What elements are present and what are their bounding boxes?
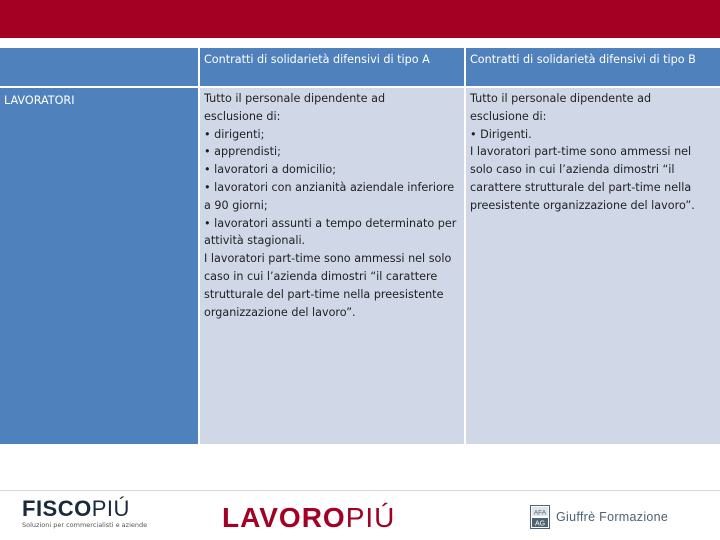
lavoropiu-logo — [222, 500, 395, 536]
cell-text-line: • lavoratori a domicilio; — [204, 163, 336, 177]
cell-text-line: • lavoratori con anzianità aziendale inferiore — [204, 180, 455, 194]
cell-text-line: • lavoratori assunti a tempo determinato per — [204, 216, 457, 230]
cell-text-line: Tutto il personale dipendente ad — [204, 92, 386, 105]
top-banner — [0, 0, 720, 38]
footer-divider — [0, 490, 720, 491]
fiscopiu-logo-light: PIÚ — [91, 496, 130, 521]
cell-tipo-a-lavoratori — [200, 88, 464, 444]
cell-text-line: • apprendisti; — [204, 145, 281, 159]
giuffre-mark-top: AFA — [533, 509, 547, 517]
fiscopiu-logo — [22, 497, 172, 535]
cell-text-line: I lavoratori part-time sono ammessi nel solo — [204, 252, 452, 266]
row-label-lavoratori: LAVORATORI — [0, 88, 198, 444]
fiscopiu-logo-bold: FISCO — [22, 496, 92, 521]
cell-text-line: I lavoratori part-time sono ammessi nel — [470, 145, 692, 159]
cell-text-line: preesistente organizzazione del lavoro”. — [470, 198, 695, 212]
cell-text-line: attività stagionali. — [204, 234, 306, 248]
cell-text-line: solo caso in cui l’azienda dimostri “il — [470, 163, 675, 177]
cell-text-line: esclusione di: — [470, 109, 547, 123]
cell-text-line: Tutto il personale dipendente ad — [470, 92, 652, 105]
cell-tipo-b-lavoratori — [466, 88, 720, 444]
cell-text-line: • Dirigenti. — [470, 127, 532, 141]
giuffre-mark-icon — [530, 505, 550, 529]
cell-text-line: a 90 giorni; — [204, 198, 268, 212]
header-tipo-b: Contratti di solidarietà difensivi di tipo B — [466, 48, 720, 86]
cell-text-line: caso in cui l’azienda dimostri “il carattere — [204, 269, 438, 283]
fiscopiu-tagline: Soluzioni per commercialisti e aziende — [22, 521, 148, 529]
comparison-table — [0, 48, 720, 444]
cell-text-line: esclusione di: — [204, 109, 281, 123]
table-corner-cell — [0, 48, 198, 86]
cell-text-line: • dirigenti; — [204, 127, 265, 141]
lavoropiu-logo-light: PIÚ — [345, 502, 396, 533]
header-tipo-a: Contratti di solidarietà difensivi di tipo A — [200, 48, 464, 86]
giuffre-mark-bottom: AG — [534, 520, 546, 528]
giuffre-text: Giuffrè Formazione — [556, 510, 669, 524]
giuffre-formazione-logo — [530, 504, 668, 530]
lavoropiu-logo-bold: LAVORO — [222, 502, 346, 533]
cell-text-line: carattere strutturale del part-time nella — [470, 180, 692, 194]
cell-text-line: strutturale del part-time nella preesistente — [204, 287, 444, 301]
cell-text-line: organizzazione del lavoro”. — [204, 305, 356, 319]
